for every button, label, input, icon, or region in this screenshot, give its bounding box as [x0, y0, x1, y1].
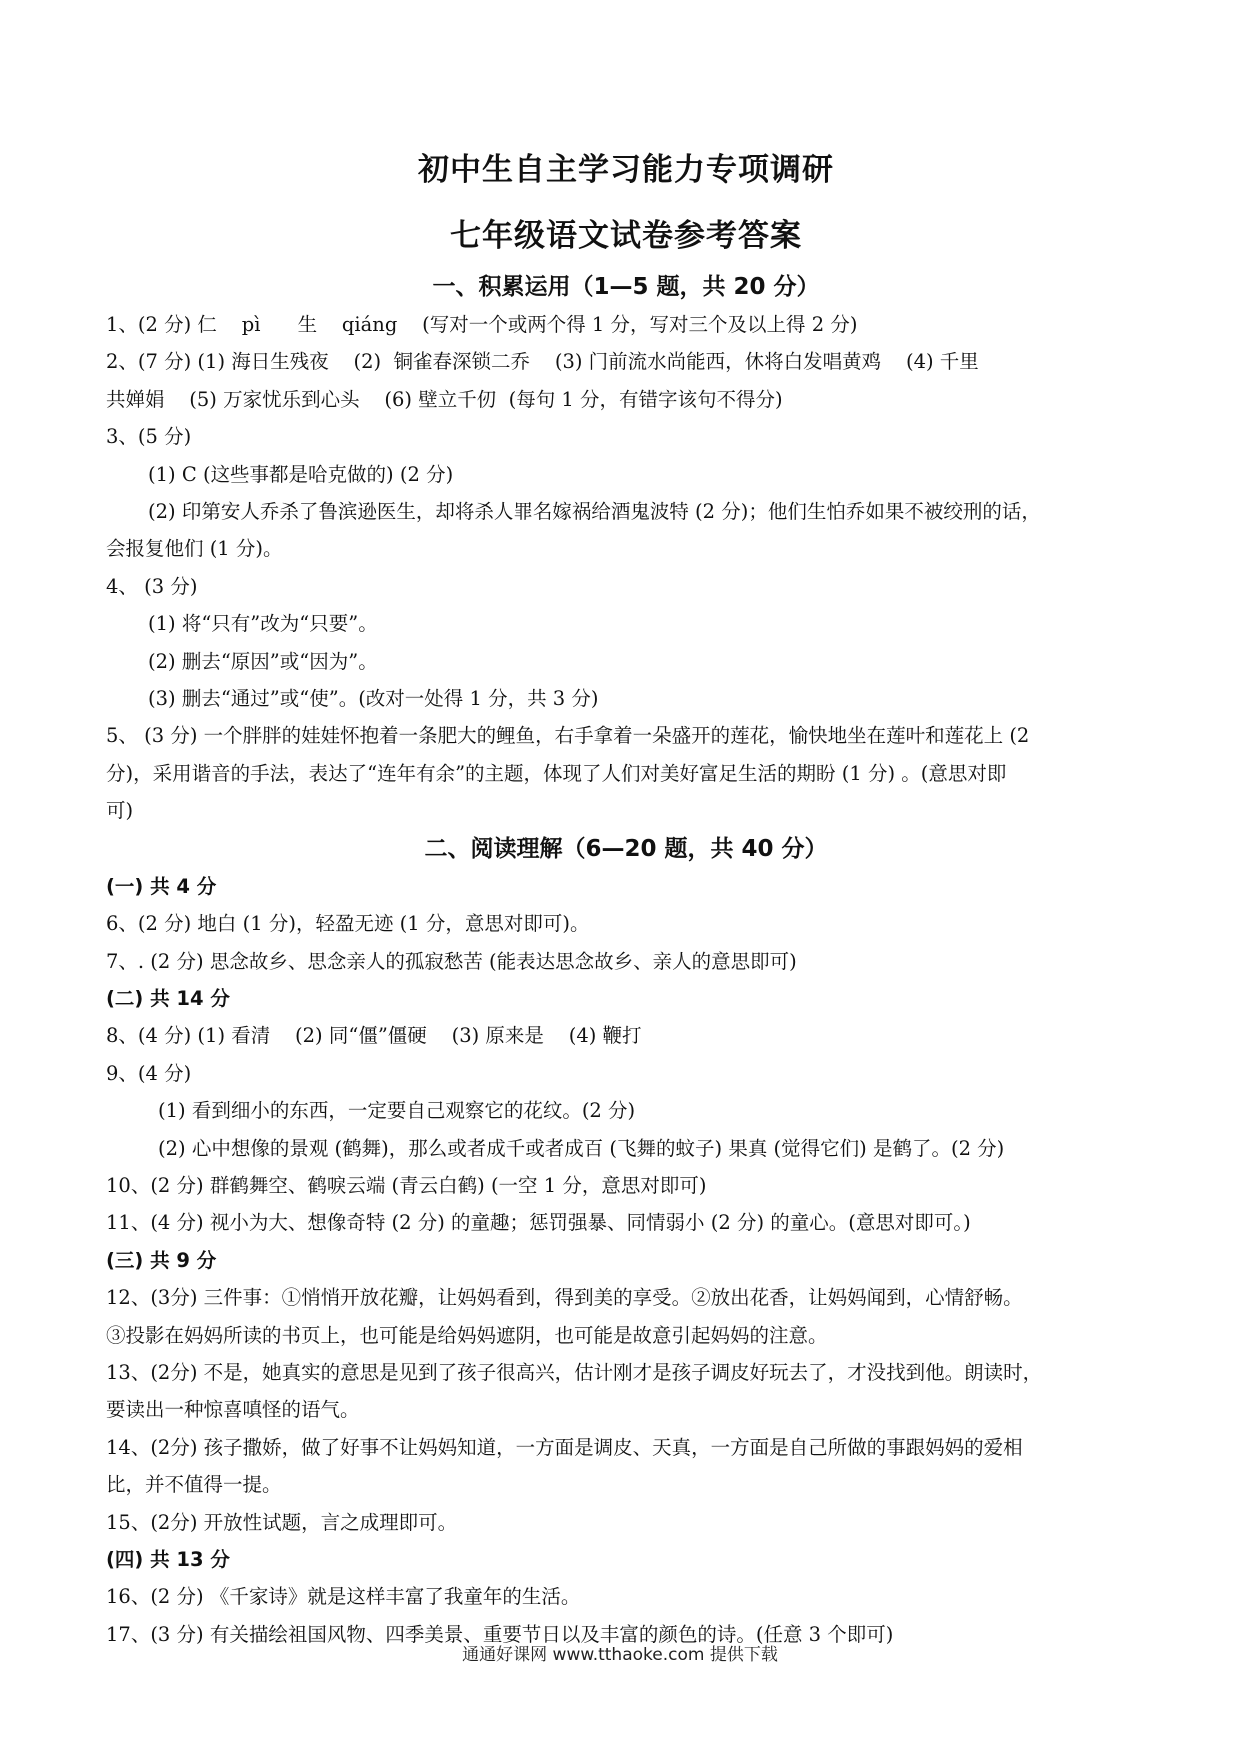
answer-document: [106, 140, 1146, 1653]
answer-line: 3、(5 分): [106, 425, 192, 449]
answer-line: (1) 看到细小的东西，一定要自己观察它的花纹。(2 分): [158, 1099, 636, 1123]
answer-line: (1) C (这些事都是哈克做的) (2 分): [148, 462, 454, 486]
answer-line: (2) 删去“原因”或“因为”。: [148, 649, 378, 673]
answer-line: 6、(2 分) 地白 (1 分)，轻盈无迹 (1 分，意思对即可)。: [106, 912, 590, 936]
answer-line: ③投影在妈妈所读的书页上，也可能是给妈妈遮阴，也可能是故意引起妈妈的注意。: [106, 1323, 828, 1347]
answer-line: 7、. (2 分) 思念故乡、思念亲人的孤寂愁苦 (能表达思念故乡、亲人的意思即可): [106, 949, 797, 973]
answer-line: 5、 (3 分) 一个胖胖的娃娃怀抱着一条肥大的鲤鱼，右手拿着一朵盛开的莲花，愉快地坐在莲叶和莲花上 (2: [106, 724, 1030, 748]
answer-line: 14、(2分) 孩子撒娇，做了好事不让妈妈知道，一方面是调皮、天真，一方面是自己所做的事跟妈妈的爱相: [106, 1435, 1023, 1459]
answer-line: 4、 (3 分): [106, 574, 198, 598]
answer-line: 15、(2分) 开放性试题，言之成理即可。: [106, 1510, 458, 1534]
answer-line: 16、(2 分) 《千家诗》就是这样丰富了我童年的生活。: [106, 1585, 581, 1609]
part-heading: (三) 共 9 分: [106, 1248, 217, 1272]
answer-line: (3) 删去“通过”或“使”。(改对一处得 1 分，共 3 分): [148, 687, 599, 711]
doc-title: 初中生自主学习能力专项调研: [418, 152, 834, 188]
section-2-title: 二、阅读理解（6—20 题，共 40 分）: [424, 835, 828, 862]
answer-line: (2) 心中想像的景观 (鹤舞)，那么或者成千或者成百 (飞舞的蚊子) 果真 (觉得它们) 是鹤了。(2 分): [158, 1136, 1005, 1160]
answer-line: 9、(4 分): [106, 1061, 192, 1085]
answer-line: 1、(2 分) 仁 pì 生 qiáng (写对一个或两个得 1 分，写对三个及以上得 2 分): [106, 313, 858, 336]
doc-subtitle: 七年级语文试卷参考答案: [450, 218, 802, 254]
part-heading: (四) 共 13 分: [106, 1548, 230, 1571]
footer-source: 通通好课网 www.tthaoke.com 提供下载: [462, 1645, 778, 1665]
part-heading: (二) 共 14 分: [106, 986, 230, 1010]
answer-line: 8、(4 分) (1) 看清 (2) 同“僵”僵硬 (3) 原来是 (4) 鞭打: [106, 1024, 642, 1048]
answer-line: 13、(2分) 不是，她真实的意思是见到了孩子很高兴，估计刚才是孩子调皮好玩去了，才没找到他。朗读时，: [106, 1360, 1043, 1384]
answer-line: 可): [106, 799, 134, 823]
answer-line: (1) 将“只有”改为“只要”。: [148, 612, 378, 636]
answer-line: (2) 印第安人乔杀了鲁滨逊医生，却将杀人罪名嫁祸给酒鬼波特 (2 分)；他们生怕乔如果不被绞刑的话，: [148, 500, 1041, 524]
answer-line: 会报复他们 (1 分)。: [106, 537, 283, 561]
answer-line: 2、(7 分) (1) 海日生残夜 (2) 铜雀春深锁二乔 (3) 门前流水尚能西，休将白发唱黄鸡 (4) 千里: [106, 350, 979, 374]
answer-line: 共婵娟 (5) 万家忧乐到心头 (6) 壁立千仞 (每句 1 分，有错字该句不得分): [106, 387, 783, 411]
answer-line: 分)，采用谐音的手法，表达了“连年有余”的主题，体现了人们对美好富足生活的期盼 (1 分) 。(意思对即: [106, 761, 1007, 785]
part-heading: (一) 共 4 分: [106, 874, 217, 898]
answer-line: 17、(3 分) 有关描绘祖国风物、四季美景、重要节日以及丰富的颜色的诗。(任意 3 个即可): [106, 1622, 894, 1646]
answer-line: 10、(2 分) 群鹤舞空、鹤唳云端 (青云白鹤) (一空 1 分，意思对即可): [106, 1173, 707, 1197]
answer-line: 比，并不值得一提。: [106, 1473, 282, 1497]
answer-line: 12、(3分) 三件事：①悄悄开放花瓣，让妈妈看到，得到美的享受。②放出花香，让妈妈闻到，心情舒畅。: [106, 1286, 1023, 1310]
section-1-title: 一、积累运用（1—5 题，共 20 分）: [432, 274, 820, 300]
answer-line: 要读出一种惊喜嗔怪的语气。: [106, 1398, 360, 1422]
answer-line: 11、(4 分) 视小为大、想像奇特 (2 分) 的童趣；惩罚强暴、同情弱小 (2 分) 的童心。(意思对即可。): [106, 1211, 971, 1235]
